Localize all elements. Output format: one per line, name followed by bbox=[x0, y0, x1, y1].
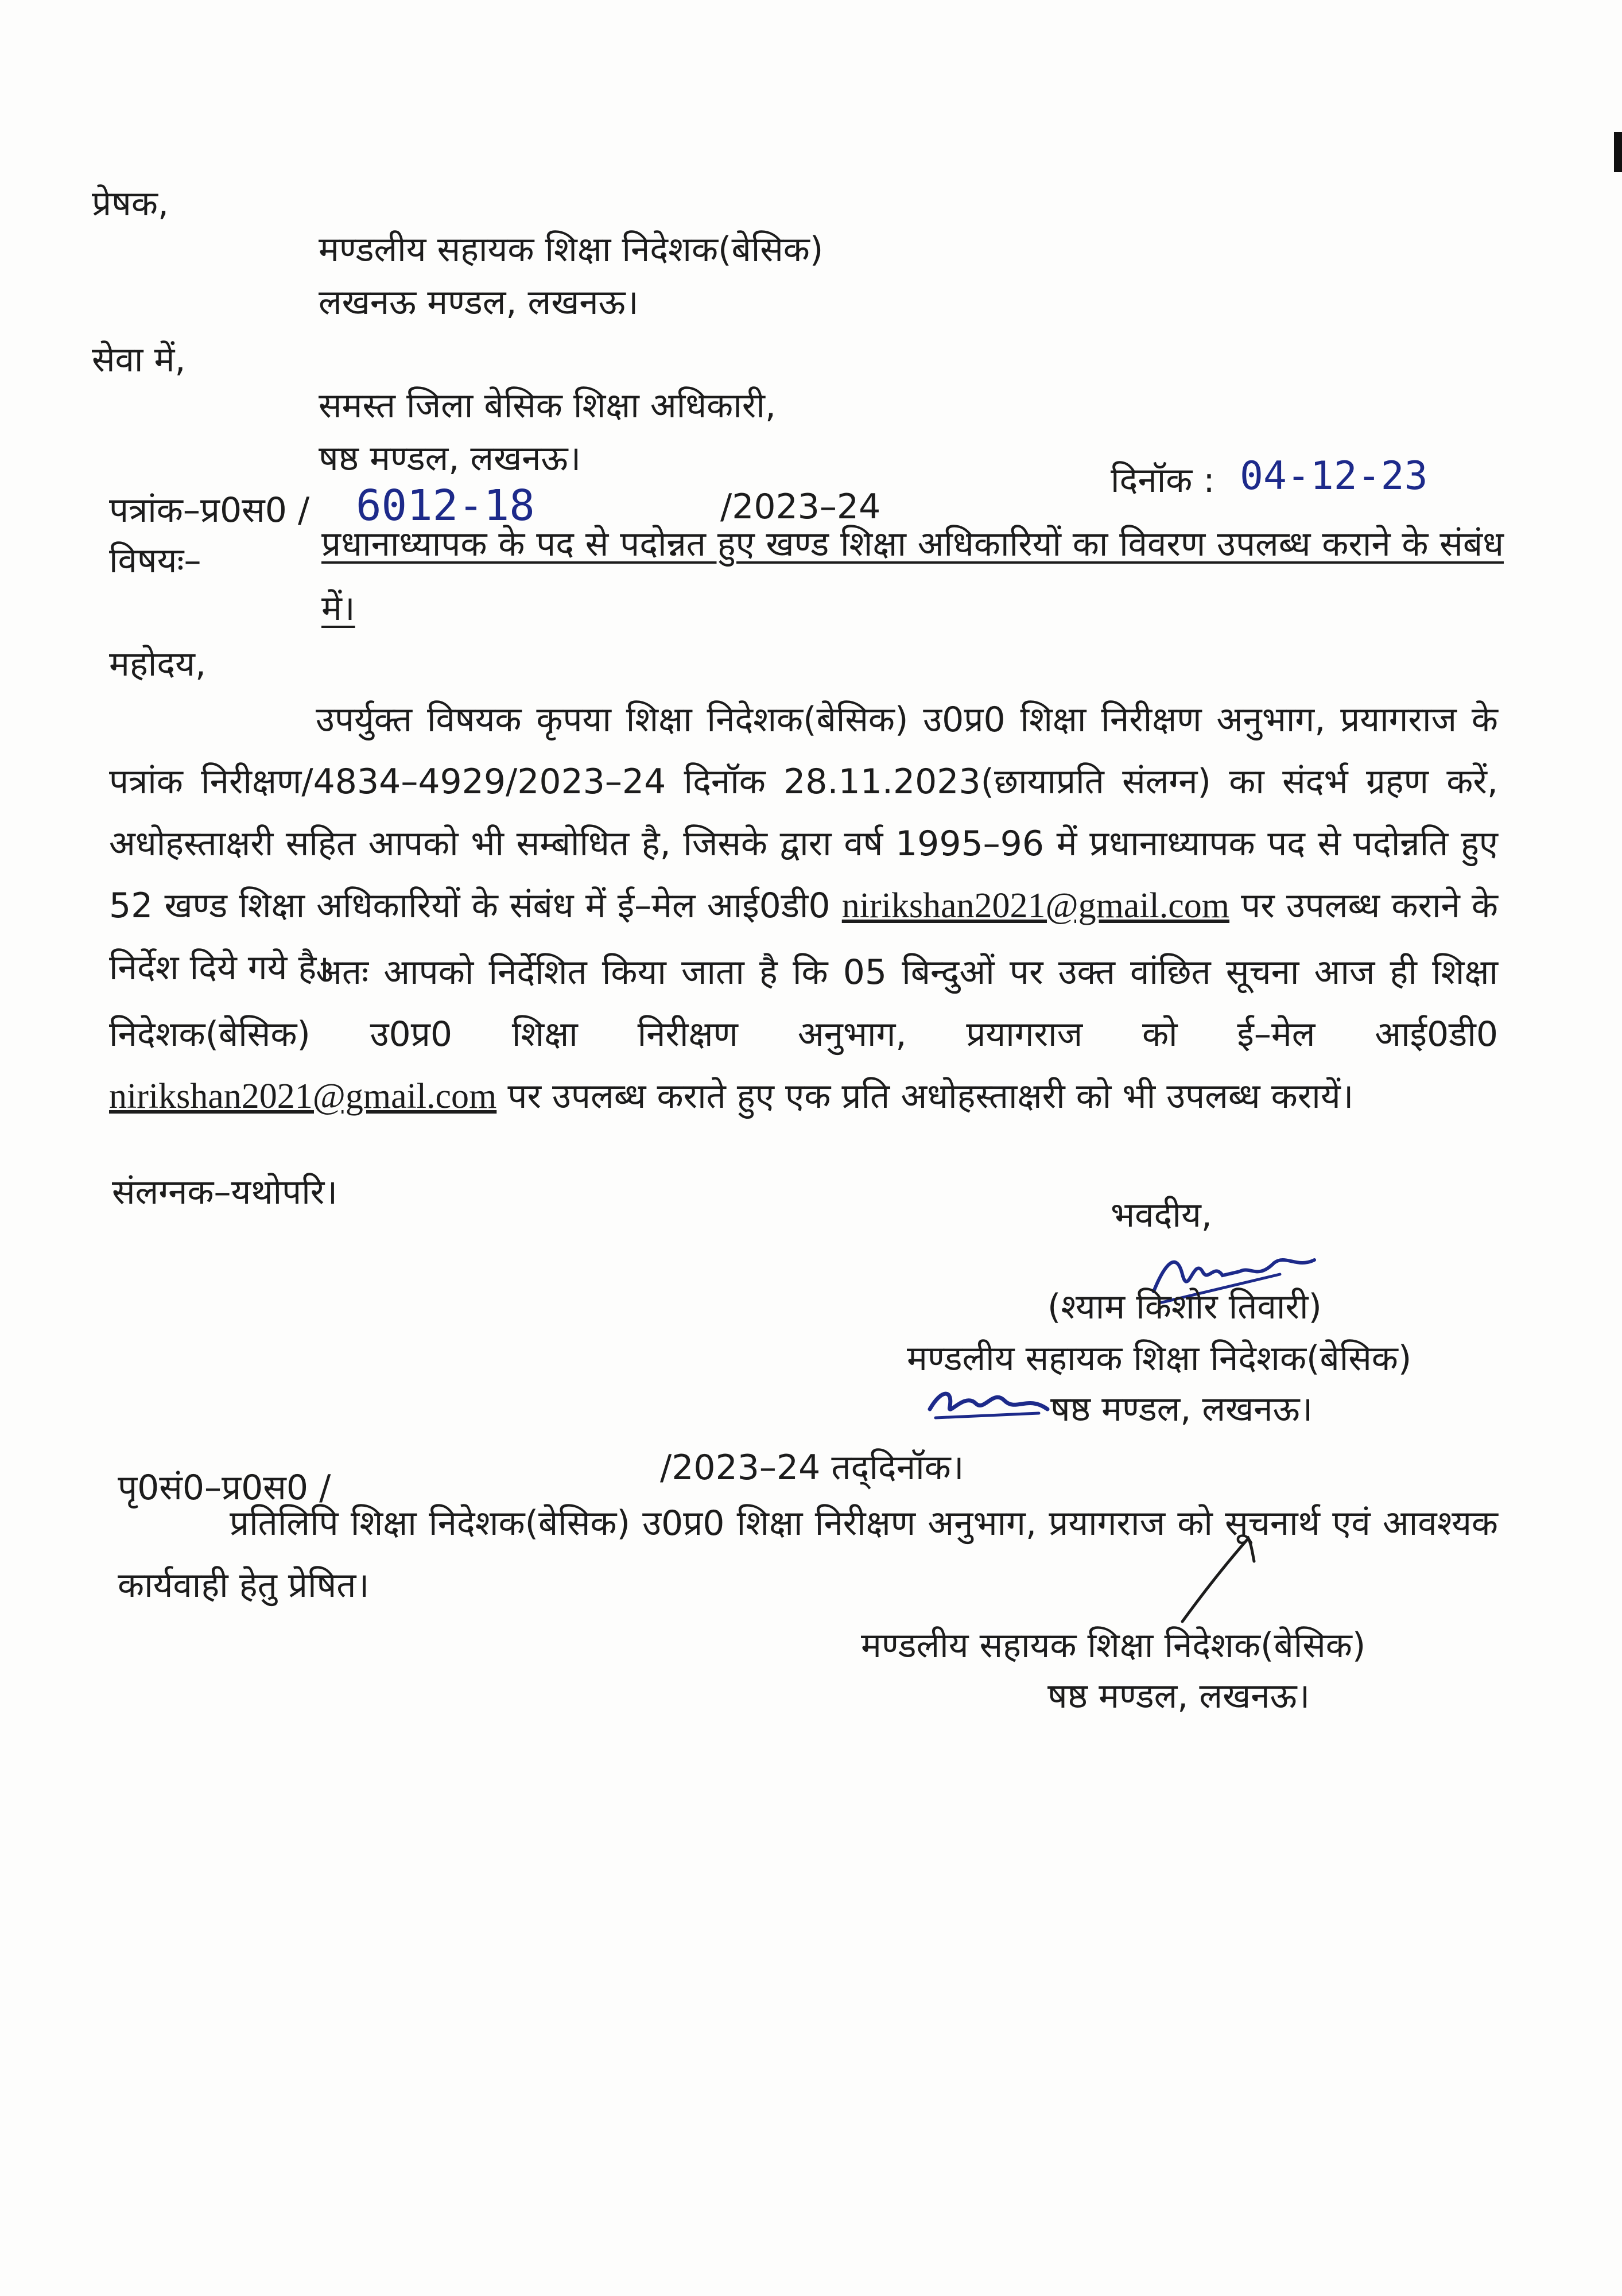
to-label: सेवा में, bbox=[92, 340, 186, 380]
body-p1-text: उपर्युक्त विषयक कृपया शिक्षा निदेशक(बेसिक) उ0प्र0 शिक्षा निरीक्षण अनुभाग, प्रयागराज के पत्रांक निरीक्षण/4834–4929/2023–24 दिनॉक 28.11.2023(छायाप्रति संलग्न) का संदर्भ ग्रहण करें, अधोहस्ताक्षरी सहित आपको भी सम्बोधित है, जिसके द्वारा वर्ष 1995–96 में प्रधानाध्यापक पद से पदोन्नति हुए 52 खण्ड शिक्षा अधिकारियों के संबंध में ई–मेल आई0डी0 bbox=[109, 700, 1498, 926]
body-p1-end: पर उपलब्ध कराने के निर्देश दिये गये है। bbox=[109, 886, 1499, 988]
scan-edge-mark bbox=[1614, 132, 1622, 172]
subject-label: विषयः– bbox=[109, 541, 201, 581]
ref-year: /2023–24 bbox=[720, 487, 881, 527]
body-paragraph-2 bbox=[109, 941, 1498, 1127]
copy-ref-prefix: पृ0सं0–प्र0स0 / bbox=[118, 1468, 331, 1508]
initials-scribble bbox=[924, 1378, 1056, 1429]
enclosure-note: संलग्नक–यथोपरि। bbox=[112, 1172, 338, 1212]
copy-text: प्रतिलिपि शिक्षा निदेशक(बेसिक) उ0प्र0 शिक्षा निरीक्षण अनुभाग, प्रयागराज को सूचनार्थ एवं आवश्यक कार्यवाही हेतु प्रेषित। bbox=[118, 1503, 1498, 1605]
date-label: दिनॉक : bbox=[1111, 460, 1215, 501]
signatory-designation: मण्डलीय सहायक शिक्षा निदेशक(बेसिक) bbox=[907, 1339, 1412, 1379]
recipient-designation: समस्त जिला बेसिक शिक्षा अधिकारी, bbox=[319, 386, 776, 426]
recipient-office: षष्ठ मण्डल, लखनऊ। bbox=[319, 439, 581, 479]
ref-prefix: पत्रांक–प्र0स0 / bbox=[109, 490, 310, 530]
closing-yours: भवदीय, bbox=[1111, 1195, 1212, 1235]
copy-approval-stroke bbox=[1171, 1527, 1274, 1630]
copy-designation: मण्डलीय सहायक शिक्षा निदेशक(बेसिक) bbox=[861, 1626, 1366, 1666]
ref-number-handwritten: 6012-18 bbox=[356, 481, 535, 530]
subject-text-content: प्रधानाध्यापक के पद से पदोन्नत हुए खण्ड शिक्षा अधिकारियों का विवरण उपलब्ध कराने के संबंध में। bbox=[321, 524, 1504, 629]
email-link-2[interactable]: nirikshan2021@gmail.com bbox=[109, 1077, 497, 1116]
email-link-1[interactable]: nirikshan2021@gmail.com bbox=[841, 886, 1230, 925]
sender-label: प्रेषक, bbox=[92, 184, 169, 224]
signatory-office: षष्ठ मण्डल, लखनऊ। bbox=[1050, 1389, 1313, 1429]
signatory-name: (श्याम किशोर तिवारी) bbox=[1047, 1287, 1322, 1327]
body-p2-end: पर उपलब्ध कराते हुए एक प्रति अधोहस्ताक्षरी को भी उपलब्ध करायें। bbox=[507, 1076, 1354, 1116]
copy-office: षष्ठ मण्डल, लखनऊ। bbox=[1047, 1676, 1310, 1716]
salutation: महोदय, bbox=[109, 644, 207, 684]
date-handwritten: 04-12-23 bbox=[1240, 453, 1428, 499]
sender-designation: मण्डलीय सहायक शिक्षा निदेशक(बेसिक) bbox=[319, 230, 824, 270]
subject-text bbox=[321, 512, 1504, 641]
copy-paragraph bbox=[118, 1492, 1498, 1616]
sender-office: लखनऊ मण्डल, लखनऊ। bbox=[319, 282, 639, 323]
body-p2-text: अतः आपको निर्देशित किया जाता है कि 05 बिन्दुओं पर उक्त वांछित सूचना आज ही शिक्षा निदेशक(बेसिक) उ0प्र0 शिक्षा निरीक्षण अनुभाग, प्रयागराज को ई–मेल आई0डी0 bbox=[109, 952, 1498, 1054]
copy-ref-year: /2023–24 तद्‌दिनॉक। bbox=[660, 1448, 964, 1488]
